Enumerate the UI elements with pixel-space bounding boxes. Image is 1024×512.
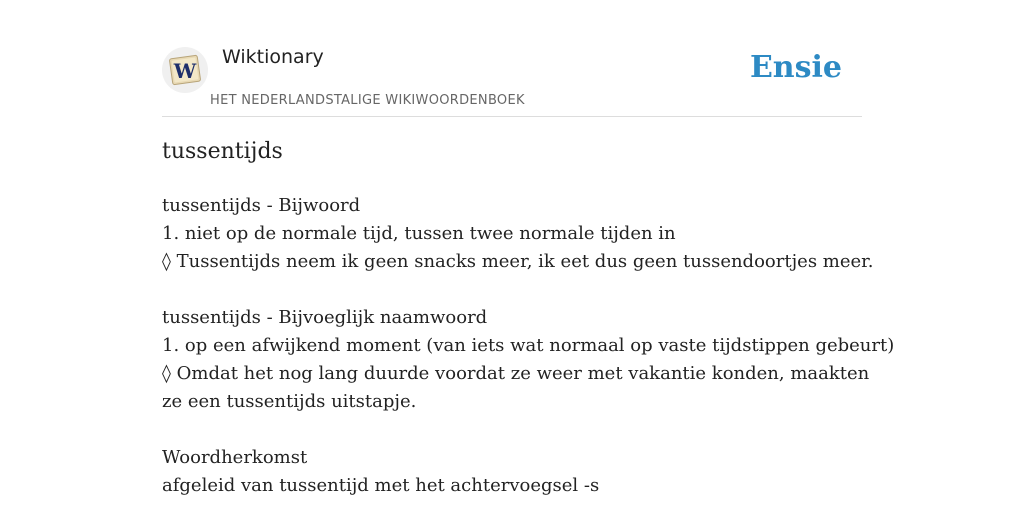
article-content — [162, 192, 895, 500]
spacer — [162, 276, 872, 304]
etymology-text: afgeleid van tussentijd met het achtervoegsel -s — [162, 475, 600, 496]
site-header — [162, 44, 862, 117]
entry-example: ◊ Tussentijds neem ik geen snacks meer, ik eet dus geen tussendoortjes meer. — [162, 251, 874, 272]
entry-example: ◊ Omdat het nog lang duurde voordat ze weer met vakantie konden, maakten ze een tussentijds uitstapje. — [162, 363, 870, 412]
logo-letter: W — [173, 59, 197, 83]
ensie-brand-link[interactable]: Ensie — [749, 50, 842, 85]
etymology-heading: Woordherkomst — [162, 447, 308, 468]
site-name[interactable]: Wiktionary — [222, 46, 324, 68]
entry-heading: tussentijds - Bijwoord — [162, 195, 361, 216]
entry-definition: 1. niet op de normale tijd, tussen twee normale tijden in — [162, 223, 676, 244]
entry-heading: tussentijds - Bijvoeglijk naamwoord — [162, 307, 488, 328]
entry-definition: 1. op een afwijkend moment (van iets wat normaal op vaste tijdstippen gebeurt) — [162, 335, 895, 356]
wiktionary-logo-icon[interactable] — [162, 47, 208, 93]
spacer — [162, 416, 872, 444]
page-title: tussentijds — [162, 139, 283, 164]
site-tagline: HET NEDERLANDSTALIGE WIKIWOORDENBOEK — [210, 93, 525, 108]
